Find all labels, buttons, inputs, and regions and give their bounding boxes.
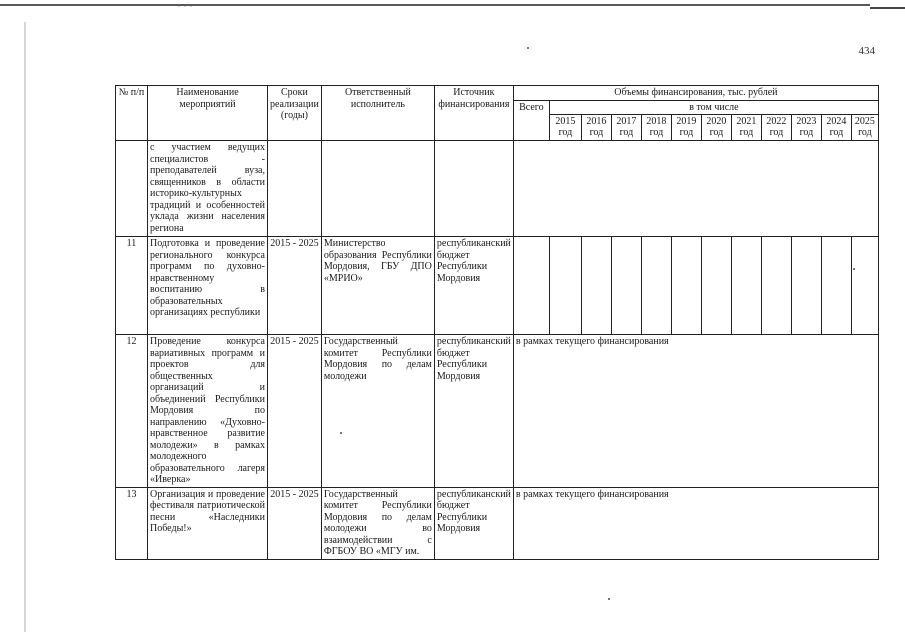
header-num: № п/п (116, 86, 148, 141)
row-year-cell (821, 237, 851, 335)
header-volume: Объемы финансирования, тыс. рублей (513, 86, 878, 101)
header-year-2018: 2018 год (641, 115, 671, 141)
header-including: в том числе (549, 100, 878, 115)
header-year-2019: 2019 год (671, 115, 701, 141)
row-num: 13 (116, 487, 148, 559)
scan-speck (608, 598, 610, 600)
row-responsible (321, 141, 434, 237)
row-source: республиканский бюджет Республики Мордовия (434, 335, 513, 488)
row-responsible: Государственный комитет Республики Мордовия по делам молодежи (321, 335, 434, 488)
header-source: Источник финансирования (434, 86, 513, 141)
page-number: 434 (858, 45, 875, 57)
row-source: республиканский бюджет Республики Мордовия (434, 487, 513, 559)
row-year-cell (581, 237, 611, 335)
row-year-cell (791, 237, 821, 335)
row-financing (513, 141, 878, 237)
row-terms: 2015 - 2025 (268, 487, 322, 559)
row-year-cell (549, 237, 581, 335)
row-year-cell (851, 237, 878, 335)
row-total-cell (513, 237, 549, 335)
row-responsible: Государственный комитет Республики Мордовия по делам молодежи во взаимодействии с ФГБОУ ВО «МГУ им. (321, 487, 434, 559)
scan-top-rule-right (870, 7, 905, 9)
row-year-cell (731, 237, 761, 335)
row-year-cell (671, 237, 701, 335)
row-financing: в рамках текущего финансирования (513, 487, 878, 559)
header-year-2017: 2017 год (611, 115, 641, 141)
header-terms: Сроки реализации (годы) (268, 86, 322, 141)
table-row (116, 335, 879, 488)
row-responsible: Министерство образования Республики Мордовия, ГБУ ДПО «МРИО» (321, 237, 434, 335)
header-year-2015: 2015 год (549, 115, 581, 141)
row-num (116, 141, 148, 237)
scan-left-margin-line (24, 22, 26, 632)
scan-dots: . . . (178, 0, 193, 9)
table-row (116, 487, 879, 559)
header-row-1 (116, 86, 879, 101)
row-terms (268, 141, 322, 237)
header-year-2022: 2022 год (761, 115, 791, 141)
row-name: с участием ведущих специалистов - преподавателей вуза, священников в области историко-культурных традиций и особенностей уклада жизни населения региона (148, 141, 268, 237)
row-name: Подготовка и проведение регионального конкурса программ по духовно-нравственному воспитанию в образовательных организациях республики (148, 237, 268, 335)
row-year-cell (701, 237, 731, 335)
row-name: Проведение конкурса вариативных программ и проектов для общественных организаций и объединений Республики Мордовия по направлению «Духовно-нравственное развитие молодежи» в рамках молодежного образовательного лагеря «Иверка» (148, 335, 268, 488)
header-year-2020: 2020 год (701, 115, 731, 141)
row-year-cell (611, 237, 641, 335)
row-year-cell (761, 237, 791, 335)
row-source (434, 141, 513, 237)
header-year-2016: 2016 год (581, 115, 611, 141)
row-terms: 2015 - 2025 (268, 335, 322, 488)
scan-speck (527, 47, 529, 49)
scan-top-rule (0, 4, 870, 6)
header-total: Всего (513, 100, 549, 141)
row-num: 12 (116, 335, 148, 488)
row-year-cell (641, 237, 671, 335)
row-financing: в рамках текущего финансирования (513, 335, 878, 488)
row-terms: 2015 - 2025 (268, 237, 322, 335)
row-source: республиканский бюджет Республики Мордовия (434, 237, 513, 335)
row-name: Организация и проведение фестиваля патриотической песни «Наследники Победы!» (148, 487, 268, 559)
header-year-2024: 2024 год (821, 115, 851, 141)
row-num: 11 (116, 237, 148, 335)
header-year-2021: 2021 год (731, 115, 761, 141)
table-row (116, 237, 879, 335)
header-year-2023: 2023 год (791, 115, 821, 141)
header-year-2025: 2025 год (851, 115, 878, 141)
header-name: Наименование мероприятий (148, 86, 268, 141)
financing-table (115, 85, 879, 560)
table-row (116, 141, 879, 237)
header-responsible: Ответственный исполнитель (321, 86, 434, 141)
